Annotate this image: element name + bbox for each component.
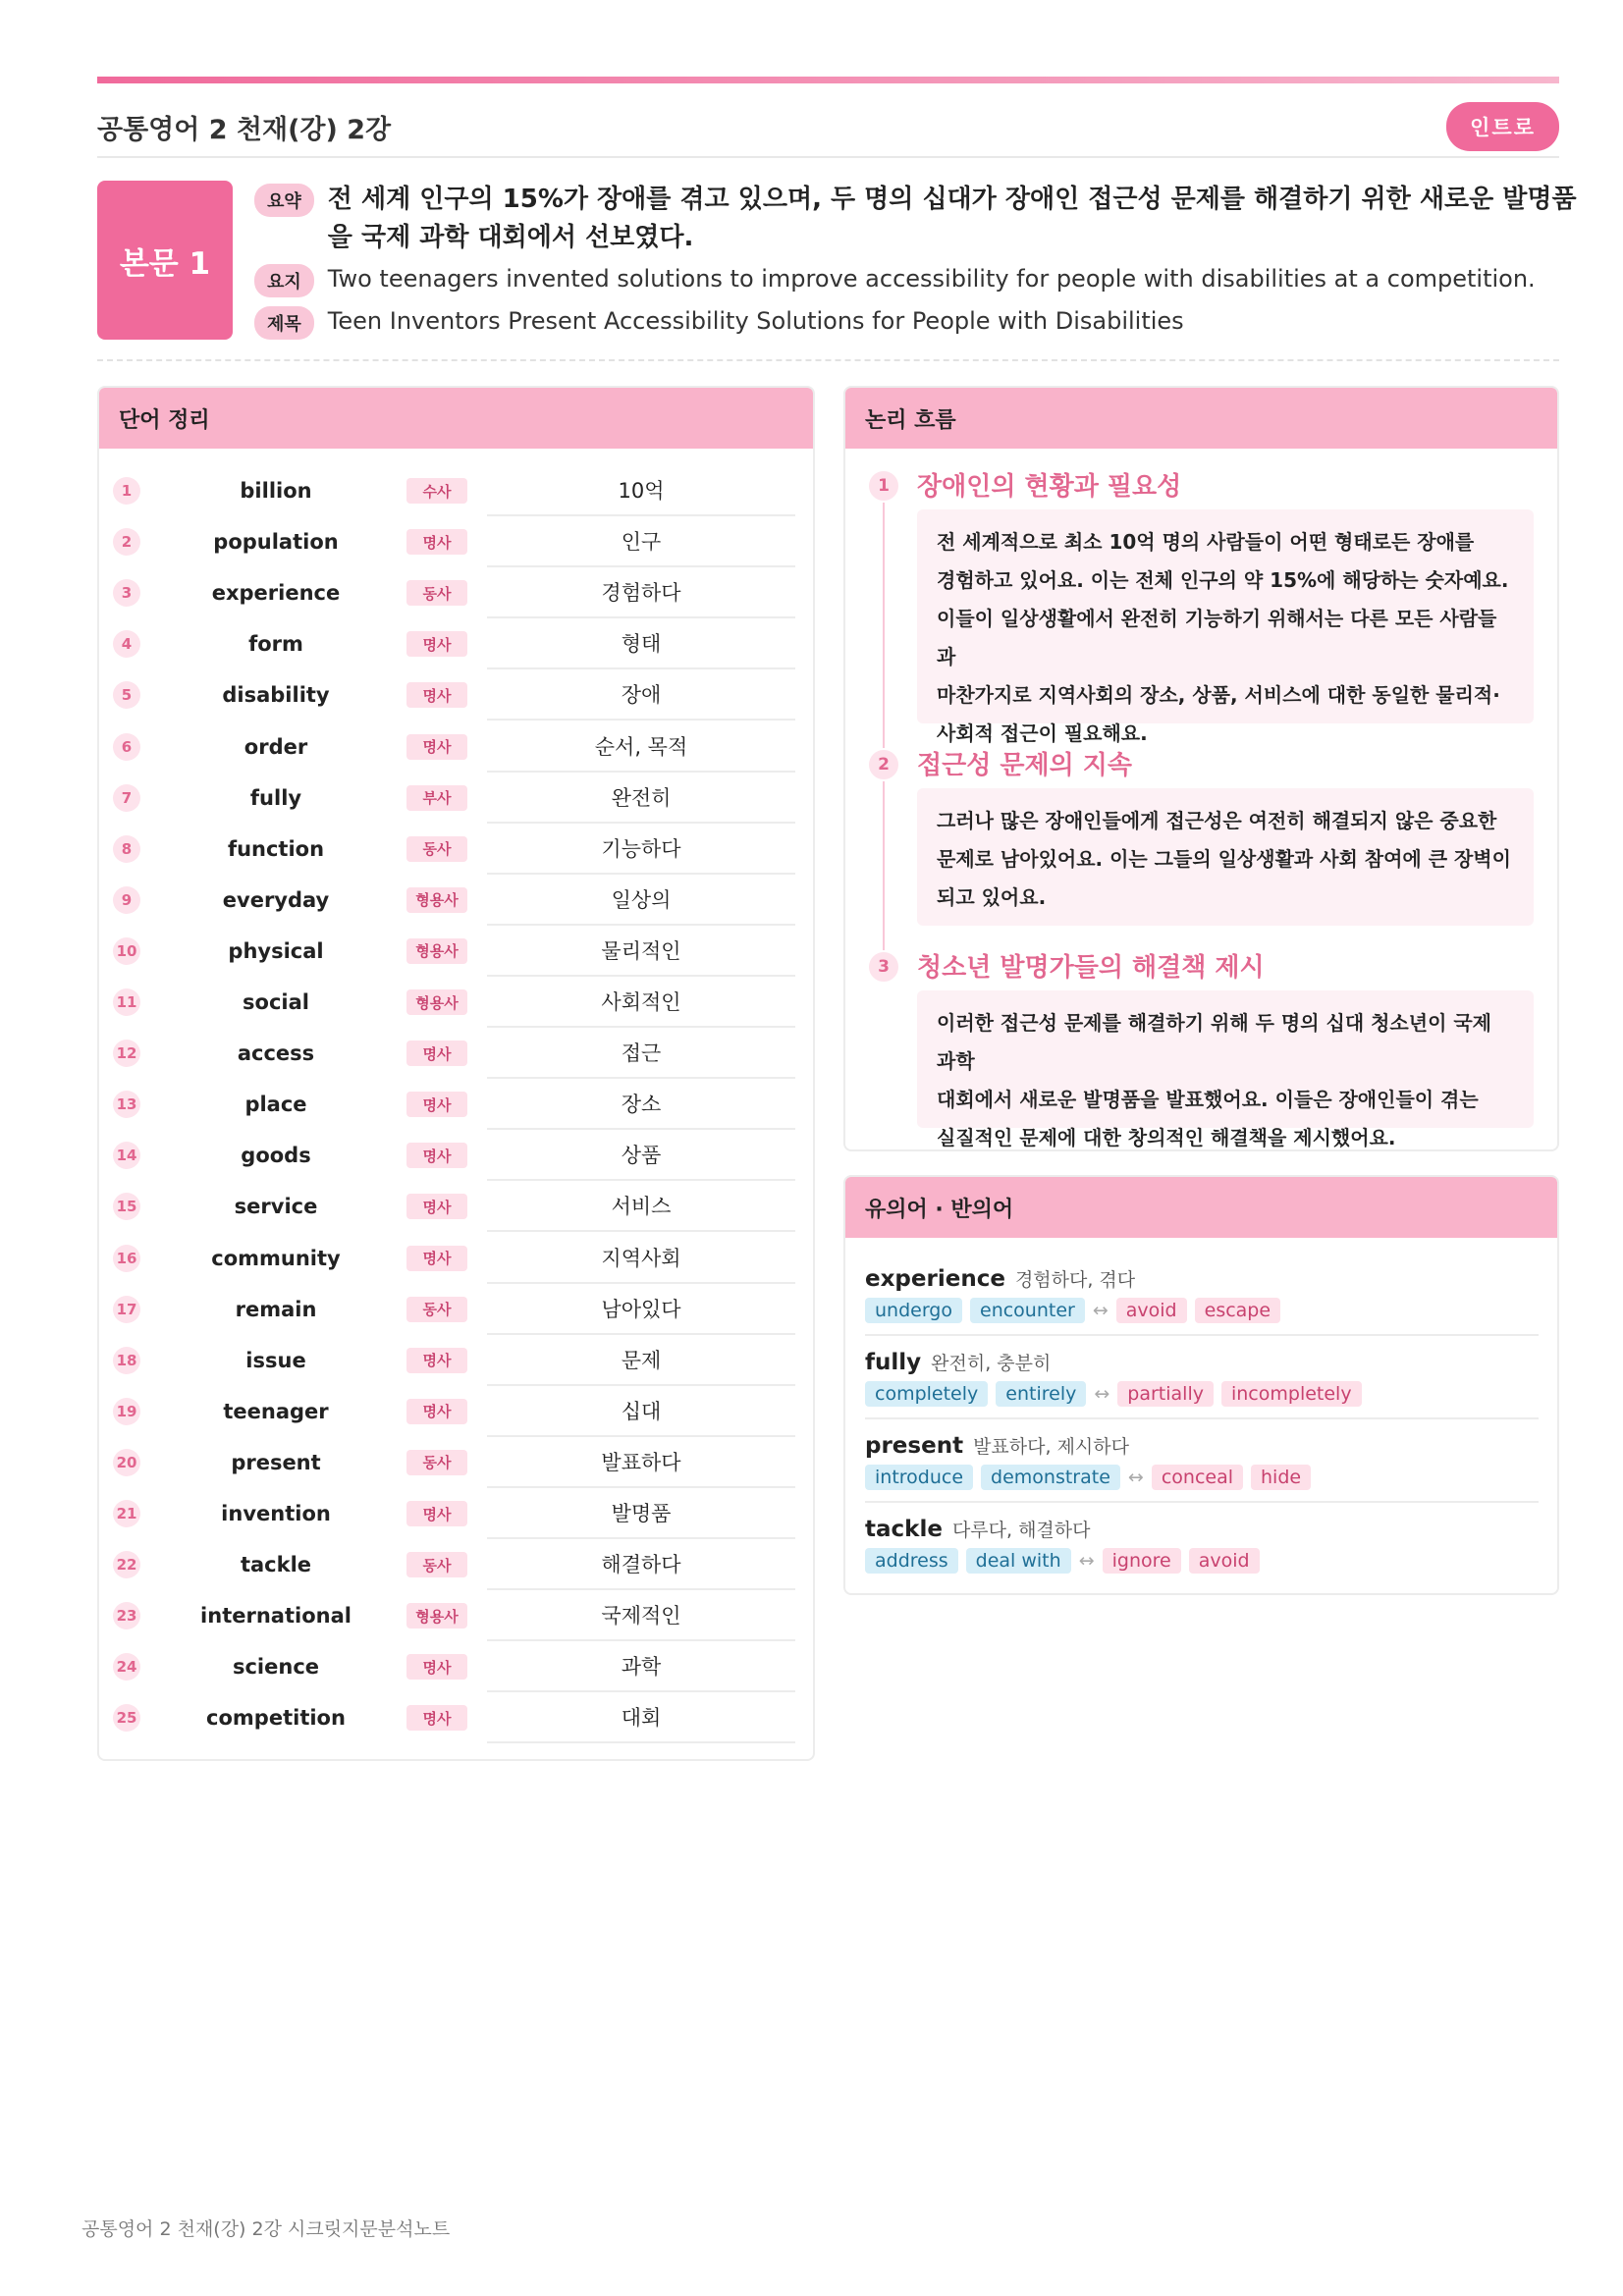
- vocab-pos-badge: 형용사: [406, 938, 467, 964]
- vocab-pos-badge: 명사: [406, 1246, 467, 1271]
- synonym-chip: deal with: [966, 1548, 1071, 1574]
- vocab-meaning: 대회: [487, 1692, 795, 1743]
- entry-meaning: 발표하다, 제시하다: [973, 1436, 1129, 1458]
- step-line: 경험하고 있어요. 이는 전체 인구의 약 15%에 해당하는 숫자예요.: [937, 568, 1509, 592]
- step-title: 청소년 발명가들의 해결책 제시: [917, 953, 1265, 983]
- antonym-chip: avoid: [1189, 1548, 1260, 1574]
- vocab-pos-badge: 명사: [406, 734, 467, 760]
- antonym-chip: ignore: [1103, 1548, 1181, 1574]
- step-body: [917, 788, 1534, 926]
- synonym-entry: [865, 1516, 1539, 1586]
- vocab-row: [99, 1028, 813, 1079]
- vocab-row: [99, 1284, 813, 1335]
- entry-word: fully: [865, 1350, 922, 1375]
- vocab-pos-badge: 형용사: [406, 1603, 467, 1629]
- step-number: 2: [867, 748, 900, 781]
- vocab-word: physical: [228, 938, 324, 963]
- vocab-pos-badge: 명사: [406, 1399, 467, 1424]
- vocab-meaning: 일상의: [487, 875, 795, 926]
- vocab-meaning: 발표하다: [487, 1437, 795, 1488]
- step-line: 대회에서 새로운 발명품을 발표했어요. 이들은 장애인들이 겪는: [937, 1088, 1479, 1111]
- synonym-chip: undergo: [865, 1298, 962, 1323]
- vocab-meaning: 발명품: [487, 1488, 795, 1539]
- vocab-pos-badge: 동사: [406, 1450, 467, 1475]
- vocab-meaning: 상품: [487, 1130, 795, 1181]
- vocab-number: 20: [113, 1449, 140, 1476]
- vocab-word: form: [248, 632, 303, 657]
- antonym-chip: conceal: [1152, 1465, 1243, 1490]
- vocab-word: tackle: [240, 1553, 312, 1577]
- vocab-pos-badge: 동사: [406, 836, 467, 862]
- summary-tag: 요약: [254, 184, 314, 217]
- summary-row: [254, 181, 1595, 257]
- vocab-number: 1: [113, 477, 140, 505]
- vocab-word: social: [243, 990, 309, 1014]
- gist-text: Two teenagers invented solutions to improve accessibility for people with disabilities at a competition.: [327, 265, 1536, 293]
- vocab-row: [99, 1692, 813, 1743]
- synonym-chip: entirely: [996, 1381, 1086, 1407]
- synonym-panel: [843, 1175, 1559, 1595]
- vocab-word: goods: [241, 1144, 311, 1168]
- vocab-pos-badge: 명사: [406, 1194, 467, 1219]
- antonym-chip: incompletely: [1221, 1381, 1362, 1407]
- antonym-chip: avoid: [1116, 1298, 1187, 1323]
- vocab-meaning: 사회적인: [487, 977, 795, 1028]
- vocab-number: 4: [113, 630, 140, 658]
- vocab-word: function: [227, 836, 325, 861]
- vocab-number: 14: [113, 1142, 140, 1169]
- vocab-pos-badge: 명사: [406, 1654, 467, 1680]
- vocab-row: [99, 1488, 813, 1539]
- vocab-word: community: [211, 1246, 341, 1270]
- vocab-number: 3: [113, 579, 140, 607]
- step-line: 전 세계적으로 최소 10억 명의 사람들이 어떤 형태로든 장애를: [937, 530, 1475, 554]
- step-line: 이러한 접근성 문제를 해결하기 위해 두 명의 십대 청소년이 국제 과학: [937, 1011, 1491, 1073]
- title-text: Teen Inventors Present Accessibility Solutions for People with Disabilities: [327, 307, 1184, 335]
- vocab-number: 17: [113, 1296, 140, 1323]
- intro-button[interactable]: 인트로: [1446, 102, 1559, 151]
- vocab-row: [99, 875, 813, 926]
- vocab-pos-badge: 동사: [406, 580, 467, 606]
- vocab-number: 10: [113, 937, 140, 965]
- vocab-meaning: 완전히: [487, 773, 795, 824]
- vocab-pos-badge: 명사: [406, 1041, 467, 1066]
- vocab-pos-badge: 명사: [406, 1143, 467, 1168]
- vocab-row: [99, 1641, 813, 1692]
- vocab-meaning: 물리적인: [487, 926, 795, 977]
- vocab-pos-badge: 형용사: [406, 887, 467, 913]
- vocab-word: everyday: [222, 887, 330, 912]
- vocab-word: experience: [211, 581, 341, 606]
- vocab-word: population: [213, 530, 339, 555]
- summary-section: [97, 181, 1577, 340]
- swap-arrow-icon: ↔: [1094, 1383, 1110, 1405]
- vocab-word: remain: [235, 1297, 317, 1321]
- vocab-row: [99, 721, 813, 773]
- vocab-meaning: 순서, 목적: [487, 721, 795, 773]
- vocab-number: 6: [113, 733, 140, 761]
- vocab-pos-badge: 형용사: [406, 989, 467, 1015]
- vocab-pos-badge: 명사: [406, 682, 467, 708]
- vocab-meaning: 남아있다: [487, 1284, 795, 1335]
- entry-meaning: 완전히, 충분히: [931, 1353, 1052, 1374]
- step-body: [917, 990, 1534, 1149]
- vocab-number: 8: [113, 835, 140, 863]
- synonym-chip: introduce: [865, 1465, 973, 1490]
- step-line: 되고 있어요.: [937, 885, 1047, 909]
- vocab-meaning: 장소: [487, 1079, 795, 1130]
- gist-tag: 요지: [254, 264, 314, 297]
- vocab-meaning: 과학: [487, 1641, 795, 1692]
- vocab-word: competition: [206, 1706, 346, 1731]
- vocab-number: 9: [113, 886, 140, 914]
- vocab-meaning: 인구: [487, 516, 795, 567]
- vocab-meaning: 십대: [487, 1386, 795, 1437]
- vocab-meaning: 기능하다: [487, 824, 795, 875]
- vocab-row: [99, 926, 813, 977]
- page-footer: 공통영어 2 천재(강) 2강 시크릿지문분석노트: [81, 2218, 451, 2240]
- vocab-meaning: 서비스: [487, 1181, 795, 1232]
- vocab-word: teenager: [223, 1399, 329, 1423]
- vocab-number: 18: [113, 1347, 140, 1374]
- swap-arrow-icon: ↔: [1092, 1300, 1109, 1321]
- logic-panel-title: 논리 흐름: [845, 388, 1557, 449]
- vocab-number: 2: [113, 528, 140, 556]
- vocab-row: [99, 1590, 813, 1641]
- synonym-entry: [865, 1265, 1539, 1336]
- section-badge: 본문 1: [97, 181, 233, 340]
- synonym-chip: demonstrate: [981, 1465, 1120, 1490]
- vocab-word: present: [231, 1450, 321, 1474]
- gist-row: [254, 261, 1536, 297]
- step-body: [917, 509, 1534, 745]
- vocab-number: 13: [113, 1091, 140, 1118]
- title-tag: 제목: [254, 306, 314, 340]
- vocab-word: place: [244, 1093, 307, 1117]
- summary-text: 전 세계 인구의 15%가 장애를 겪고 있으며, 두 명의 십대가 장애인 접근성 문제를 해결하기 위한 새로운 발명품을 국제 과학 대회에서 선보였다.: [327, 185, 1577, 252]
- vocab-number: 16: [113, 1245, 140, 1272]
- vocab-row: [99, 465, 813, 516]
- step-number: 3: [867, 950, 900, 984]
- vocab-row: [99, 1386, 813, 1437]
- synonym-entry: [865, 1349, 1539, 1419]
- vocab-number: 7: [113, 784, 140, 812]
- title-row: [254, 303, 1184, 340]
- vocab-meaning: 지역사회: [487, 1233, 795, 1284]
- vocab-word: science: [232, 1655, 320, 1680]
- vocab-meaning: 경험하다: [487, 567, 795, 618]
- divider: [97, 359, 1559, 361]
- vocab-number: 12: [113, 1040, 140, 1067]
- vocab-pos-badge: 명사: [406, 631, 467, 657]
- vocab-row: [99, 618, 813, 669]
- vocab-number: 22: [113, 1551, 140, 1578]
- vocab-word: order: [243, 734, 308, 759]
- vocab-number: 24: [113, 1653, 140, 1681]
- synonym-chip: completely: [865, 1381, 988, 1407]
- vocab-number: 11: [113, 988, 140, 1016]
- top-accent-bar: [97, 77, 1559, 83]
- vocab-meaning: 접근: [487, 1028, 795, 1079]
- vocab-row: [99, 669, 813, 721]
- vocab-word: access: [237, 1041, 315, 1066]
- vocab-pos-badge: 동사: [406, 1552, 467, 1577]
- vocab-pos-badge: 명사: [406, 1501, 467, 1526]
- step-line: 문제로 남아있어요. 이는 그들의 일상생활과 사회 참여에 큰 장벽이: [937, 847, 1511, 871]
- vocab-word: international: [200, 1604, 352, 1629]
- vocab-panel-title: 단어 정리: [99, 388, 813, 449]
- page-title: 공통영어 2 천재(강) 2강: [97, 114, 392, 145]
- timeline-line: [883, 490, 885, 963]
- vocab-pos-badge: 명사: [406, 1092, 467, 1117]
- vocab-meaning: 10억: [487, 465, 795, 516]
- step-line: 이들이 일상생활에서 완전히 기능하기 위해서는 다른 모든 사람들과: [937, 607, 1497, 668]
- vocab-meaning: 형태: [487, 618, 795, 669]
- logic-panel: [843, 386, 1559, 1151]
- vocab-pos-badge: 부사: [406, 785, 467, 811]
- vocab-number: 23: [113, 1602, 140, 1629]
- vocab-row: [99, 1233, 813, 1284]
- synonym-chip: encounter: [970, 1298, 1085, 1323]
- vocab-word: fully: [249, 785, 302, 810]
- step-number: 1: [867, 469, 900, 503]
- swap-arrow-icon: ↔: [1127, 1467, 1144, 1488]
- vocab-row: [99, 1181, 813, 1232]
- antonym-chip: escape: [1195, 1298, 1280, 1323]
- vocab-row: [99, 1079, 813, 1130]
- step-line: 마찬가지로 지역사회의 장소, 상품, 서비스에 대한 동일한 물리적·: [937, 683, 1500, 707]
- vocab-word: service: [234, 1195, 318, 1219]
- synonym-panel-title: 유의어 · 반의어: [845, 1177, 1557, 1238]
- vocab-row: [99, 1539, 813, 1590]
- vocab-pos-badge: 수사: [406, 478, 467, 504]
- step-title: 장애인의 현황과 필요성: [917, 472, 1182, 502]
- swap-arrow-icon: ↔: [1078, 1550, 1095, 1572]
- antonym-chip: hide: [1251, 1465, 1311, 1490]
- vocab-meaning: 문제: [487, 1335, 795, 1386]
- vocab-row: [99, 1130, 813, 1181]
- vocab-panel: [97, 386, 815, 1761]
- vocab-meaning: 장애: [487, 669, 795, 721]
- vocab-pos-badge: 명사: [406, 1348, 467, 1373]
- vocab-number: 15: [113, 1193, 140, 1220]
- step-line: 사회적 접근이 필요해요.: [937, 721, 1148, 745]
- vocab-number: 5: [113, 681, 140, 709]
- vocab-pos-badge: 명사: [406, 1705, 467, 1731]
- vocab-word: billion: [240, 479, 312, 503]
- page-header: [97, 97, 1559, 158]
- step-title: 접근성 문제의 지속: [917, 751, 1133, 780]
- entry-word: present: [865, 1433, 964, 1459]
- vocab-meaning: 해결하다: [487, 1539, 795, 1590]
- vocab-row: [99, 516, 813, 567]
- vocab-row: [99, 824, 813, 875]
- vocab-word: invention: [221, 1502, 331, 1525]
- entry-meaning: 다루다, 해결하다: [951, 1520, 1091, 1541]
- antonym-chip: partially: [1117, 1381, 1214, 1407]
- vocab-number: 21: [113, 1500, 140, 1527]
- vocab-number: 25: [113, 1704, 140, 1732]
- vocab-word: issue: [245, 1348, 306, 1372]
- synonym-entry: [865, 1432, 1539, 1503]
- vocab-row: [99, 773, 813, 824]
- vocab-pos-badge: 동사: [406, 1297, 467, 1322]
- vocab-number: 19: [113, 1398, 140, 1425]
- vocab-word: disability: [222, 683, 330, 708]
- vocab-row: [99, 977, 813, 1028]
- step-line: 실질적인 문제에 대한 창의적인 해결책을 제시했어요.: [937, 1126, 1396, 1149]
- vocab-row: [99, 1335, 813, 1386]
- step-line: 그러나 많은 장애인들에게 접근성은 여전히 해결되지 않은 중요한: [937, 809, 1497, 832]
- entry-meaning: 경험하다, 겪다: [1014, 1269, 1136, 1291]
- vocab-row: [99, 1437, 813, 1488]
- synonym-chip: address: [865, 1548, 958, 1574]
- vocab-meaning: 국제적인: [487, 1590, 795, 1641]
- vocab-pos-badge: 명사: [406, 529, 467, 555]
- vocab-row: [99, 567, 813, 618]
- entry-word: experience: [865, 1266, 1005, 1292]
- entry-word: tackle: [865, 1517, 943, 1542]
